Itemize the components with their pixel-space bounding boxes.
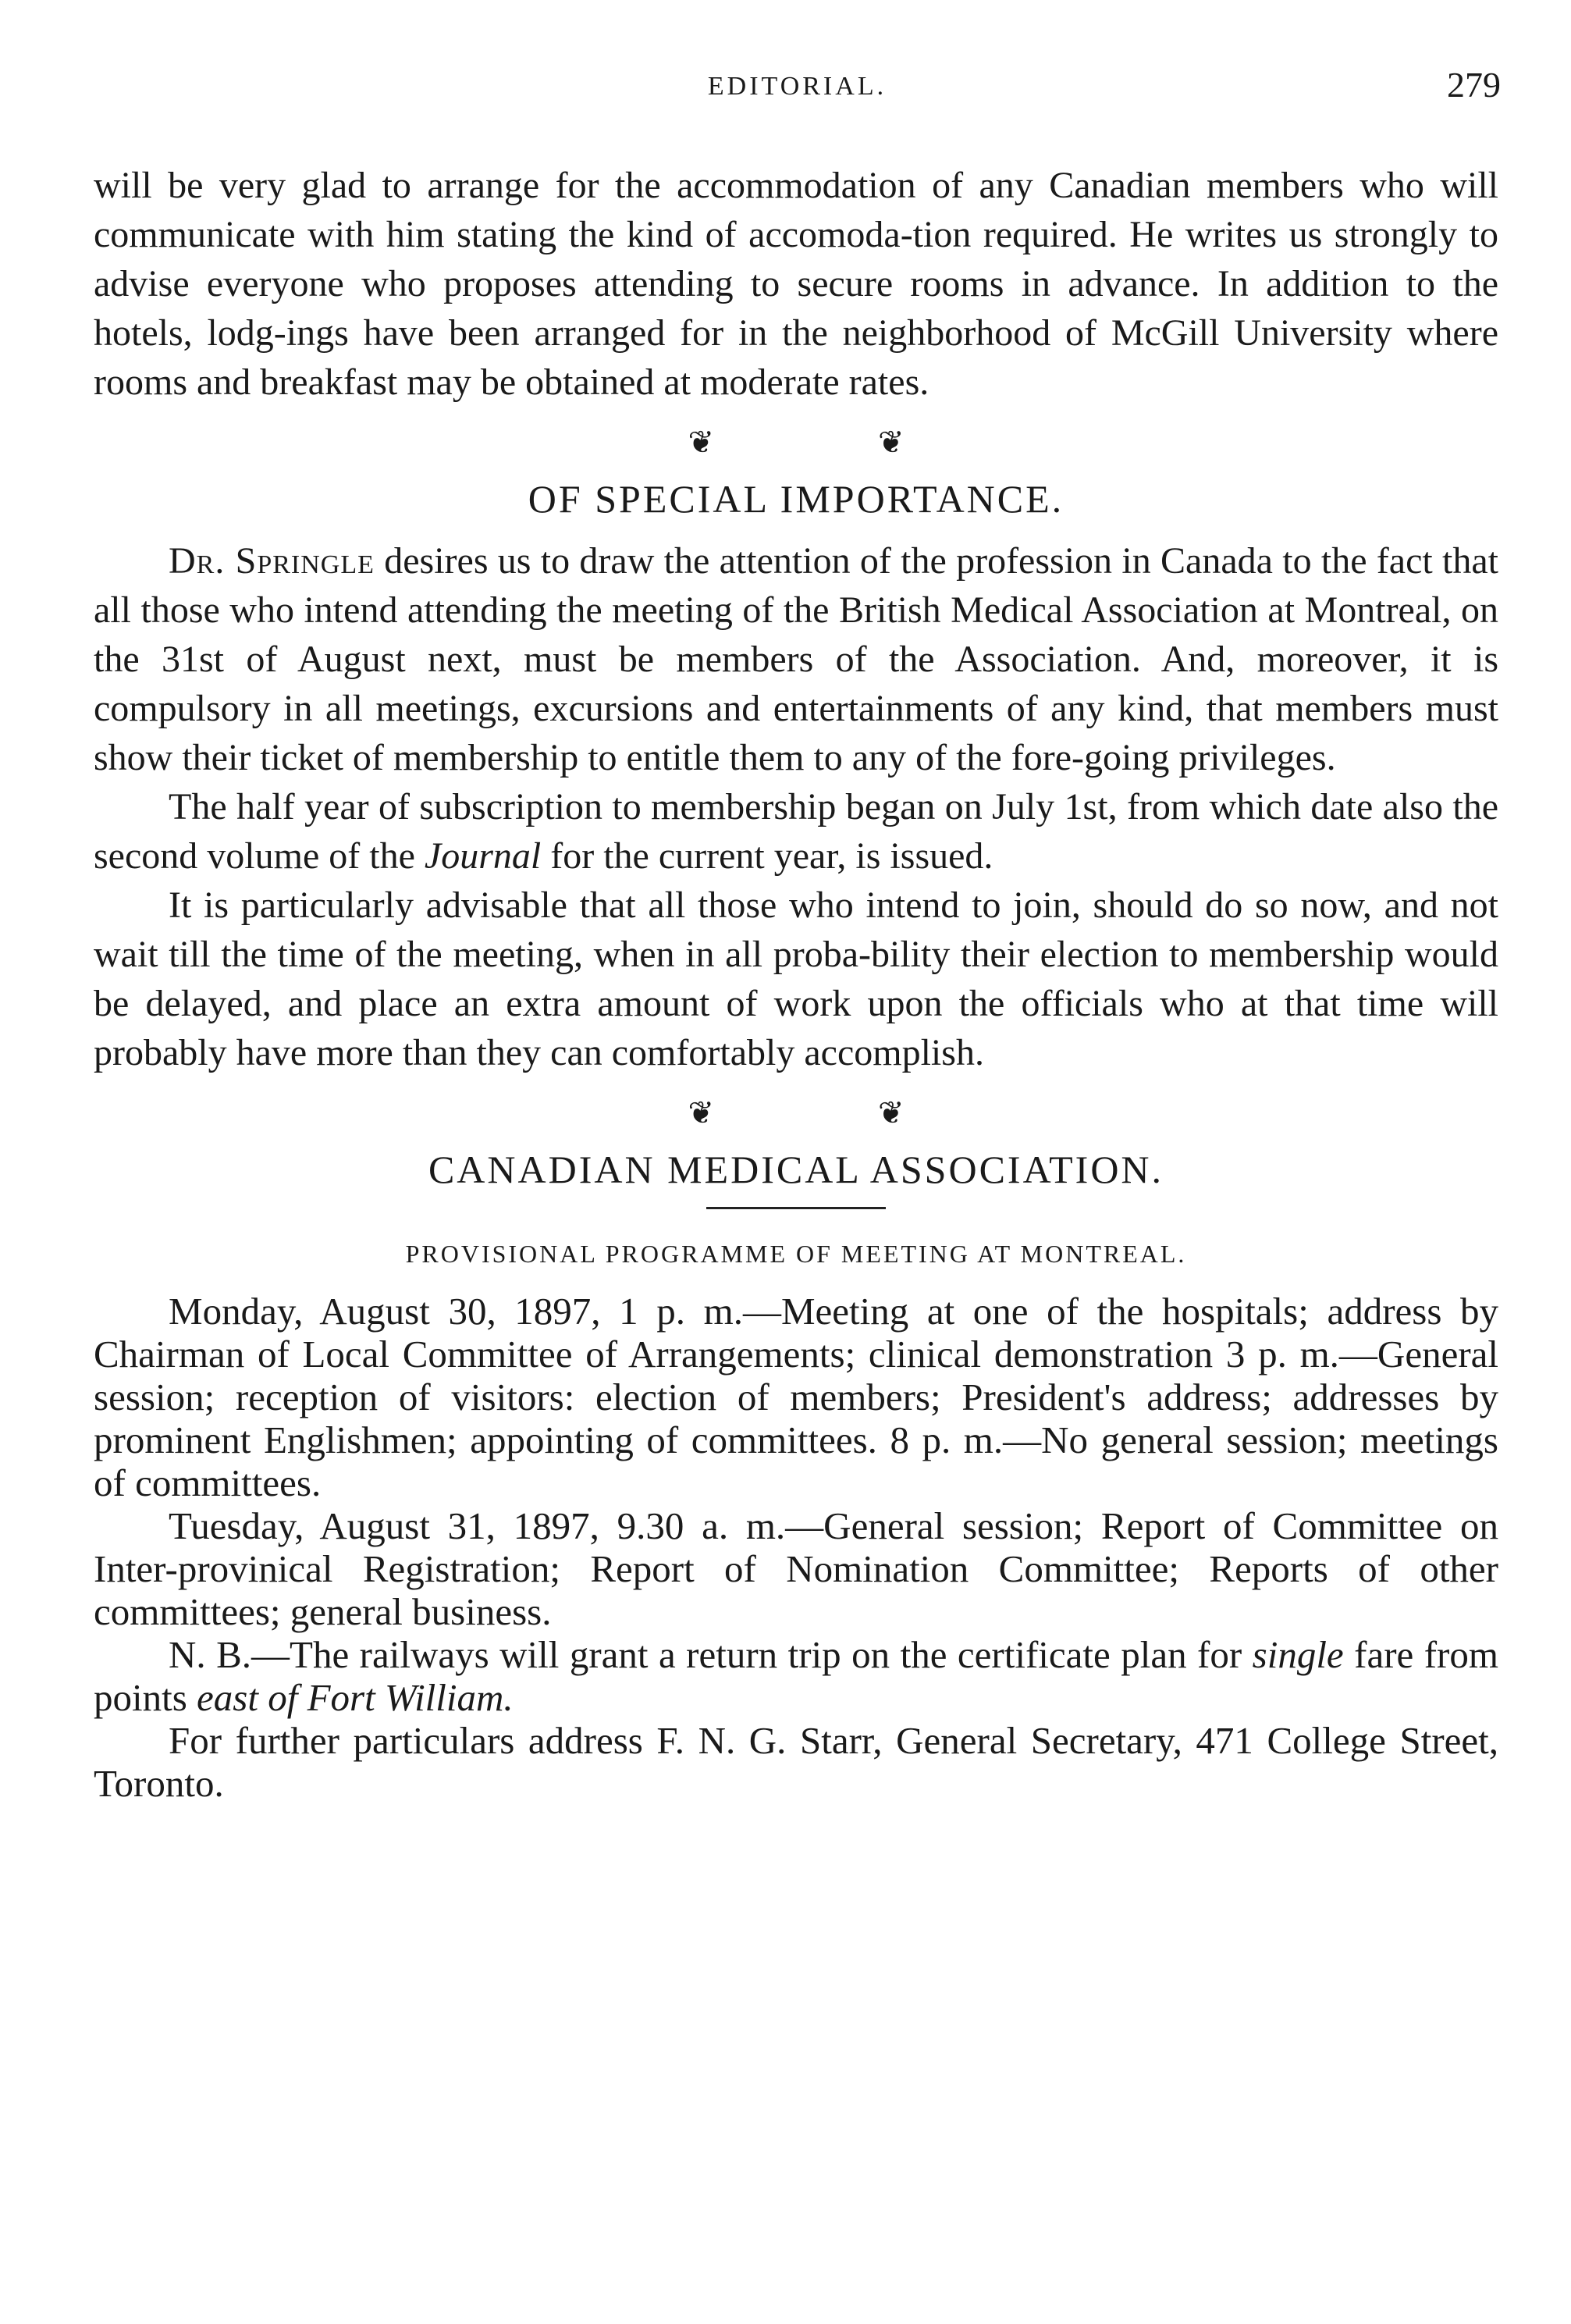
author-name: Dr. Springle <box>169 540 375 582</box>
paragraph-springle-text: desires us to draw the attention of the profession in Canada to the fact that all those who intend attending the meeting of the British Medical Association at Montreal, on the 31st of August next, must be members of the Association. And, moreover, it is compulsory in all meetings, excursions and entertainments of any kind, that members must show their ticket of membership to entitle them to any of the fore-going privileges. <box>94 540 1499 778</box>
paragraph-springle <box>94 536 1498 782</box>
paragraph-subscription-text-a: The half year of subscription to membership began on July 1st, from which date also the second volume of the <box>94 786 1498 877</box>
railway-note-text-a: N. B.—The railways will grant a return trip on the certificate plan for <box>169 1633 1253 1676</box>
paragraph-advisable: It is particularly advisable that all those who intend to join, should do so now, and not wait till the time of the meeting, when in all proba-bility their election to membership would be delayed, and place an extra amount of work upon the officials who at that time will probably have more than they can comfortably accomplish. <box>94 884 1498 1073</box>
railway-note-text-b: fare from points <box>94 1633 1498 1719</box>
programme-block <box>94 1290 1498 1805</box>
programme-subheading: PROVISIONAL PROGRAMME OF MEETING AT MONTREAL. <box>405 1240 1187 1268</box>
railway-note-east: east of Fort William. <box>197 1676 514 1719</box>
running-title: EDITORIAL. <box>707 72 887 101</box>
railway-note <box>94 1633 1498 1719</box>
page-number: 279 <box>1447 65 1501 105</box>
section-heading-special-importance: OF SPECIAL IMPORTANCE. <box>528 477 1065 521</box>
article-body <box>94 161 1498 1805</box>
journal-title: Journal <box>424 835 542 877</box>
running-head <box>94 62 1501 109</box>
railway-note-single: single <box>1252 1633 1344 1676</box>
programme-monday: Monday, August 30, 1897, 1 p. m.—Meeting at one of the hospitals; address by Chairman of Local Committee of Arrangements; clinical demonstration 3 p. m.—General session; reception of visitors: election of members; President's address; addresses by prominent Englishmen; appointing of committees. 8 p. m.—No general session; meetings of committees. <box>94 1290 1498 1504</box>
contact-paragraph: For further particulars address F. N. G. Starr, General Secretary, 471 College Street, Toronto. <box>94 1719 1498 1805</box>
paragraph-subscription <box>94 782 1498 881</box>
section-heading-cma: CANADIAN MEDICAL ASSOCIATION. <box>428 1148 1164 1191</box>
intro-paragraph: will be very glad to arrange for the accommodation of any Canadian members who will communicate with him stating the kind of accomoda-tion required. He writes us strongly to advise everyone who proposes attending to secure rooms in advance. In addition to the hotels, lodg-ings have been arranged for in the neighborhood of McGill University where rooms and breakfast may be obtained at moderate rates. <box>94 165 1498 403</box>
programme-tuesday: Tuesday, August 31, 1897, 9.30 a. m.—General session; Report of Committee on Inter-provinical Registration; Report of Nomination Committee; Reports of other committees; general business. <box>94 1504 1498 1633</box>
heading-rule <box>706 1207 886 1209</box>
ornament-divider-2: ❦ ❦ <box>688 1095 983 1130</box>
ornament-divider: ❦ ❦ <box>688 425 983 460</box>
paragraph-subscription-text-b: for the current year, is issued. <box>541 835 993 877</box>
